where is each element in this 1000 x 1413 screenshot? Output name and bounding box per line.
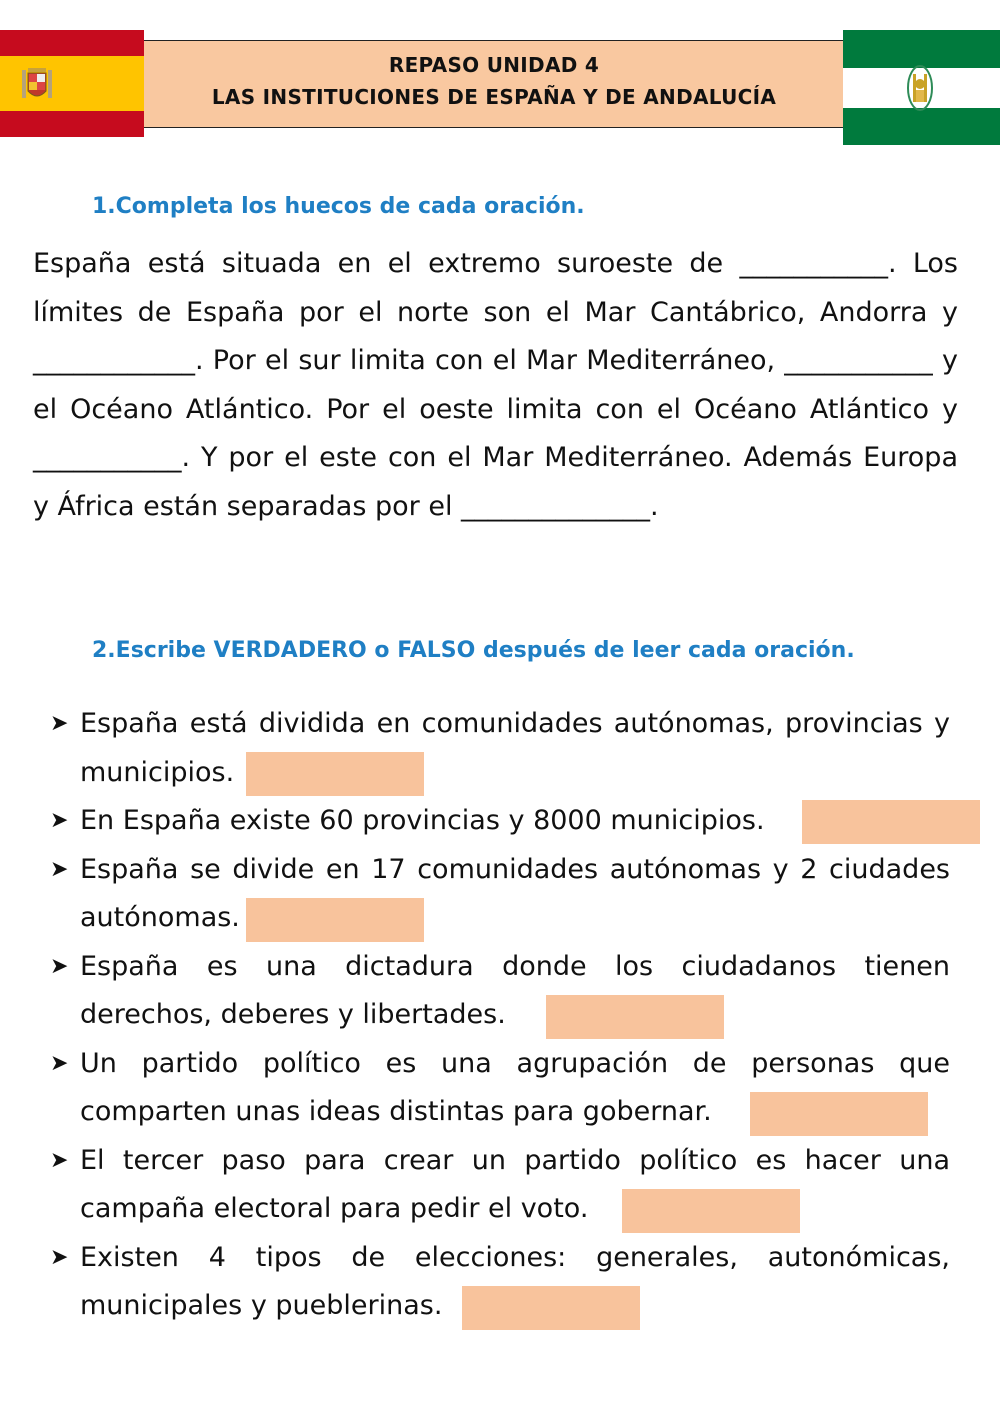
statement-text: Un partido político es una agrupación de personas que comparten unas ideas distintas para gobernar.	[80, 1047, 950, 1127]
statement-text: España está dividida en comunidades autónomas, provincias y municipios.	[80, 708, 950, 788]
answer-box[interactable]	[802, 800, 980, 844]
list-item	[50, 797, 950, 846]
title-line-2: LAS INSTITUCIONES DE ESPAÑA Y DE ANDALUCÍA	[211, 85, 777, 109]
statement-text: En España existe 60 provincias y 8000 municipios.	[80, 805, 765, 836]
list-item	[50, 1040, 950, 1137]
answer-box[interactable]	[750, 1092, 928, 1136]
arrow-bullet-icon: ➤	[50, 856, 69, 882]
section-2-heading: 2.Escribe VERDADERO o FALSO después de leer cada oración.	[92, 638, 855, 663]
list-item	[50, 943, 950, 1040]
arrow-bullet-icon: ➤	[50, 808, 69, 833]
answer-box[interactable]	[546, 995, 724, 1039]
andalusia-flag-icon	[843, 30, 1000, 145]
list-item	[50, 846, 950, 943]
statement-text: España es una dictadura donde los ciudadanos tienen derechos, deberes y libertades.	[80, 950, 950, 1030]
spain-coat-of-arms-icon	[18, 64, 56, 104]
arrow-bullet-icon: ➤	[50, 1147, 69, 1173]
arrow-bullet-icon: ➤	[50, 953, 69, 979]
statement-text: El tercer paso para crear un partido político es hacer una campaña electoral para pedir el voto.	[80, 1144, 950, 1224]
arrow-bullet-icon: ➤	[50, 711, 69, 736]
spain-flag-icon	[0, 30, 144, 137]
answer-box[interactable]	[246, 898, 424, 942]
arrow-bullet-icon: ➤	[50, 1050, 69, 1076]
andalusia-emblem-icon	[905, 62, 935, 114]
title-banner	[144, 40, 844, 128]
arrow-bullet-icon: ➤	[50, 1244, 69, 1270]
true-false-list	[50, 700, 950, 1331]
answer-box[interactable]	[622, 1189, 800, 1233]
answer-box[interactable]	[246, 752, 424, 796]
section-1-heading: 1.Completa los huecos de cada oración.	[92, 194, 585, 219]
answer-box[interactable]	[462, 1286, 640, 1330]
statement-text: España se divide en 17 comunidades autónomas y 2 ciudades autónomas.	[80, 853, 950, 933]
statement-text: Existen 4 tipos de elecciones: generales, autonómicas, municipales y pueblerinas.	[80, 1241, 950, 1321]
title-line-1: REPASO UNIDAD 4	[388, 53, 600, 77]
list-item	[50, 1234, 950, 1331]
list-item	[50, 700, 950, 797]
list-item	[50, 1137, 950, 1234]
fill-in-paragraph: España está situada en el extremo suroeste de ___________. Los límites de España por el norte son el Mar Cantábrico, Andorra y ____________. Por el sur limita con el Mar Mediterráneo, ___________ y el Océano Atlántico. Por el oeste limita con el Océano Atlántico y ___________. Y por el este con el Mar Mediterráneo. Además Europa y África están separadas por el ______________.	[33, 248, 958, 522]
